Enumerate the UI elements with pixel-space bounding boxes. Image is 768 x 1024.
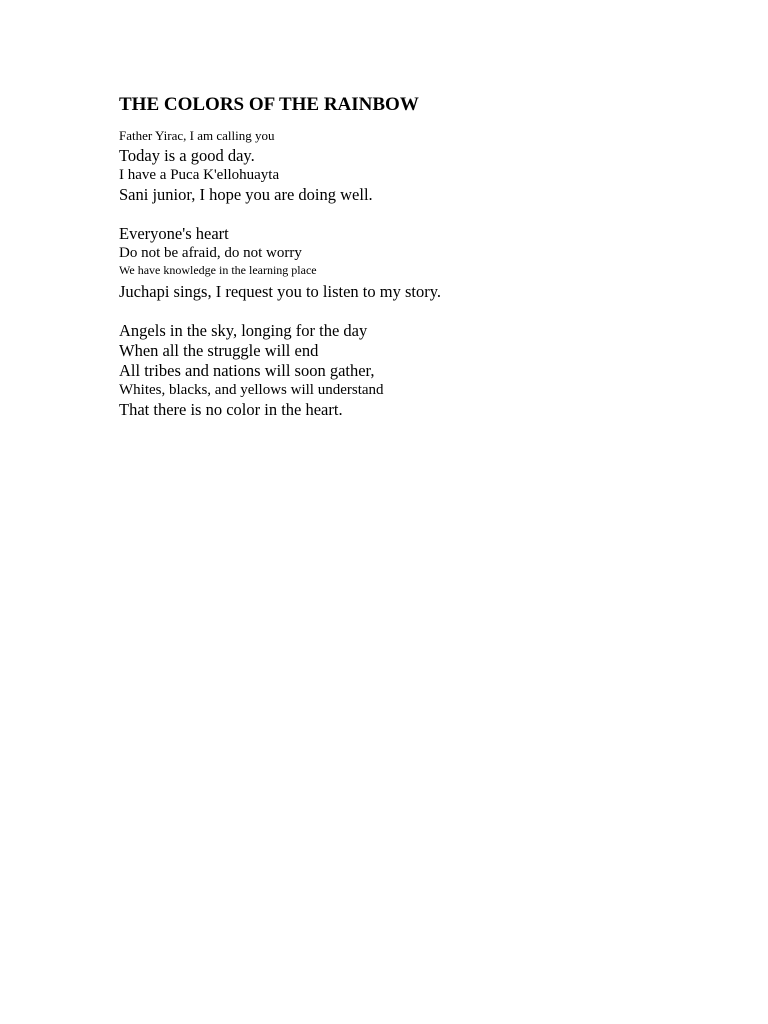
poem-line: Whites, blacks, and yellows will understand [119,382,384,398]
poem-line: We have knowledge in the learning place [119,263,317,277]
poem-line: Today is a good day. [119,146,255,165]
poem-line: Everyone's heart [119,224,229,243]
poem-line: Juchapi sings, I request you to listen to my story. [119,282,442,301]
poem-line: Father Yirac, I am calling you [119,128,275,143]
stanza-gap [119,302,719,321]
poem-line: Angels in the sky, longing for the day [119,321,368,340]
poem-line: Sani junior, I hope you are doing well. [119,185,373,204]
stanza-2 [119,224,719,302]
stanza-3 [119,321,719,420]
poem-line: When all the struggle will end [119,341,319,360]
poem-line: That there is no color in the heart. [119,400,343,419]
stanza-gap [119,205,719,224]
poem-line: Do not be afraid, do not worry [119,245,302,261]
stanza-1 [119,127,719,205]
poem-title: THE COLORS OF THE RAINBOW [119,94,419,115]
poem [119,94,719,420]
poem-line: All tribes and nations will soon gather, [119,361,375,380]
poem-line: I have a Puca K'ellohuayta [119,167,280,183]
